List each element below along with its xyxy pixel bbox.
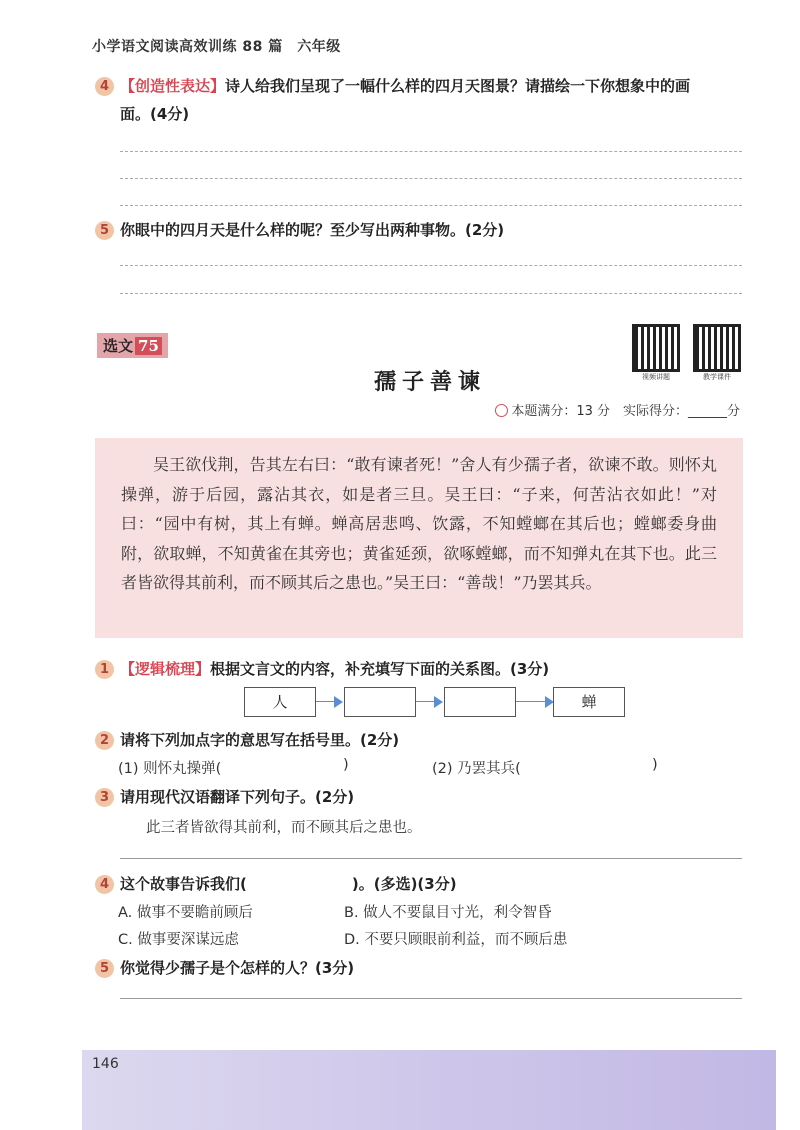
answer-line[interactable] bbox=[120, 205, 742, 206]
question-text-continued: 面。(4分) bbox=[120, 105, 190, 123]
question-3 bbox=[95, 783, 354, 811]
answer-line[interactable] bbox=[120, 293, 742, 294]
question-number: 5 bbox=[95, 221, 114, 240]
sub-item-1: (1) 则怀丸操弹( bbox=[118, 761, 222, 777]
relation-box-blank[interactable] bbox=[344, 687, 416, 717]
sub-item-1-close: ) bbox=[343, 757, 349, 773]
section-badge bbox=[97, 333, 168, 358]
question-text: 请将下列加点字的意思写在括号里。(2分) bbox=[120, 731, 400, 749]
option-c[interactable]: C. 做事要深谋远虑 bbox=[118, 932, 239, 948]
arrow-line bbox=[416, 701, 436, 702]
passage-text: 吴王欲伐荆，告其左右曰：“敢有谏者死！”舍人有少孺子者，欲谏不敢。则怀丸操弹，游于后园，露沾其衣，如是者三旦。吴王曰：“子来，何苦沾衣如此！”对曰：“园中有树，其上有蝉。蝉高居悲鸣、饮露，不知螳螂在其后也；螳螂委身曲附，欲取蝉，不知黄雀在其旁也；黄雀延颈，欲啄螳螂，而不知弹丸在其下也。此三者皆欲得其前利，而不顾其后之患也。”吴王曰：“善哉！”乃罢其兵。 bbox=[95, 438, 743, 638]
clock-icon bbox=[495, 404, 508, 417]
sub-item-2-close: ) bbox=[652, 757, 658, 773]
option-d[interactable]: D. 不要只顾眼前利益，而不顾后患 bbox=[344, 932, 568, 948]
question-number: 2 bbox=[95, 731, 114, 750]
score-text: 本题满分：13 分 实际得分：______分 bbox=[511, 404, 740, 419]
option-b[interactable]: B. 做人不要鼠目寸光，利令智昏 bbox=[344, 905, 552, 921]
question-number: 5 bbox=[95, 959, 114, 978]
answer-line[interactable] bbox=[120, 998, 742, 999]
qr-label: 视频讲题 bbox=[642, 373, 670, 381]
question-text: 你眼中的四月天是什么样的呢？至少写出两种事物。(2分) bbox=[120, 221, 505, 239]
qr-video[interactable] bbox=[632, 324, 686, 382]
question-number: 4 bbox=[95, 875, 114, 894]
page-number: 146 bbox=[92, 1056, 119, 1072]
qr-label: 教学课件 bbox=[703, 373, 731, 381]
qr-code-icon bbox=[632, 324, 680, 372]
badge-label: 选文 bbox=[103, 337, 134, 355]
answer-line[interactable] bbox=[120, 178, 742, 179]
relation-box-person: 人 bbox=[244, 687, 316, 717]
footer-band bbox=[82, 1050, 776, 1130]
question-text: 根据文言文的内容，补充填写下面的关系图。(3分) bbox=[210, 660, 550, 678]
score-line bbox=[495, 400, 740, 419]
answer-line[interactable] bbox=[120, 265, 742, 266]
question-tag: 【创造性表达】 bbox=[120, 77, 226, 95]
question-tag: 【逻辑梳理】 bbox=[120, 660, 211, 678]
translate-sentence: 此三者皆欲得其前利，而不顾其后之患也。 bbox=[146, 820, 422, 836]
answer-line[interactable] bbox=[120, 151, 742, 152]
question-4-top bbox=[95, 72, 755, 100]
qr-courseware[interactable] bbox=[693, 324, 747, 382]
sub-item-2: (2) 乃罢其兵( bbox=[432, 761, 521, 777]
answer-line[interactable] bbox=[120, 858, 742, 859]
question-number: 4 bbox=[95, 77, 114, 96]
question-number: 3 bbox=[95, 788, 114, 807]
relation-box-blank[interactable] bbox=[444, 687, 516, 717]
passage-title: 孺子善谏 bbox=[373, 369, 486, 395]
question-text: 诗人给我们呈现了一幅什么样的四月天图景？请描绘一下你想象中的画 bbox=[225, 77, 691, 95]
question-5 bbox=[95, 954, 354, 982]
question-5-top bbox=[95, 216, 504, 244]
arrow-line bbox=[316, 701, 336, 702]
question-text: 这个故事告诉我们( )。(多选)(3分) bbox=[120, 875, 457, 893]
arrow-right-icon bbox=[434, 696, 443, 708]
question-1 bbox=[95, 655, 549, 683]
relation-box-cicada: 蝉 bbox=[553, 687, 625, 717]
question-text: 请用现代汉语翻译下列句子。(2分) bbox=[120, 788, 355, 806]
badge-number: 75 bbox=[135, 337, 162, 355]
question-text: 你觉得少孺子是个怎样的人？(3分) bbox=[120, 959, 355, 977]
book-title: 小学语文阅读高效训练 88 篇 六年级 bbox=[92, 39, 341, 55]
qr-code-icon bbox=[693, 324, 741, 372]
arrow-right-icon bbox=[334, 696, 343, 708]
arrow-line bbox=[516, 701, 548, 702]
question-4 bbox=[95, 870, 457, 898]
option-a[interactable]: A. 做事不要瞻前顾后 bbox=[118, 905, 253, 921]
question-2 bbox=[95, 726, 399, 754]
question-number: 1 bbox=[95, 660, 114, 679]
